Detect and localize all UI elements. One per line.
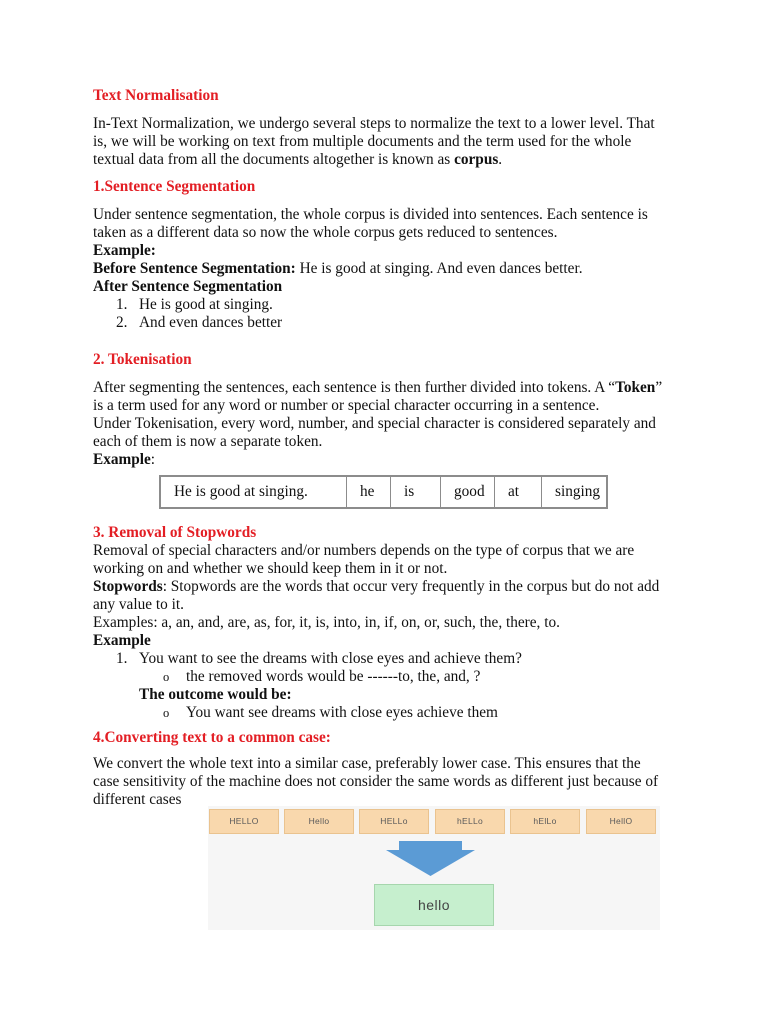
down-arrow-icon <box>386 841 475 877</box>
token-table-cell: is <box>391 477 441 507</box>
example-label <box>93 451 662 469</box>
token-table-cell: He is good at singing. <box>161 477 347 507</box>
case-variant-box <box>209 809 279 834</box>
paragraph-line: Removal of special characters and/or numbers depends on the type of corpus that we are <box>93 542 635 559</box>
paragraph-line: different cases <box>93 791 182 808</box>
paragraph-line: is a term used for any word or number or special character occurring in a sentence. <box>93 397 600 414</box>
case-conversion-figure <box>208 806 660 930</box>
sub-list-item <box>93 668 659 686</box>
paragraph-line: each of them is now a separate token. <box>93 433 323 450</box>
sentence-segmentation-body <box>93 206 648 332</box>
case-variant-label: HELLo <box>380 816 408 826</box>
stopwords-body <box>93 542 659 722</box>
case-variant-box <box>586 809 656 834</box>
after-segmentation-label: After Sentence Segmentation <box>93 278 283 295</box>
case-variant-label: hELLo <box>456 816 484 826</box>
list-number: 1. <box>116 650 128 667</box>
after-segmentation-line <box>93 278 648 296</box>
tokenisation-heading-block <box>93 351 192 369</box>
case-variant-label: HellO <box>609 816 633 826</box>
case-variant-label: hElLo <box>533 816 557 826</box>
token-table-cell: singing <box>555 483 601 500</box>
sentence-segmentation-heading-block <box>93 178 255 196</box>
tokenisation-body <box>93 379 662 469</box>
stopwords-definition-text: : Stopwords are the words that occur very frequently in the corpus but do not add <box>162 578 660 595</box>
closing-quote: ” <box>655 379 663 396</box>
example-colon: : <box>150 451 156 468</box>
list-item <box>93 296 648 314</box>
token-term: Token <box>615 379 656 396</box>
stopwords-term: Stopwords <box>93 578 163 595</box>
list-number: 2. <box>116 314 128 331</box>
bullet-icon: o <box>163 706 170 720</box>
token-table-cell: at <box>495 477 542 507</box>
lowercase-result-box <box>374 884 494 926</box>
example-label <box>93 632 659 650</box>
list-number: 1. <box>116 296 128 313</box>
intro-line <box>93 151 655 169</box>
paragraph-line: taken as a different data so now the whole corpus gets reduced to sentences. <box>93 224 558 241</box>
list-item-text: You want to see the dreams with close eyes and achieve them? <box>139 650 522 667</box>
intro-line: In-Text Normalization, we undergo several steps to normalize the text to a lower level. That <box>93 115 655 132</box>
paragraph-line: case sensitivity of the machine does not consider the same words as different just because of <box>93 773 659 790</box>
before-segmentation-line <box>93 260 648 278</box>
tokenisation-heading: 2. Tokenisation <box>93 351 192 368</box>
example-label <box>93 242 648 260</box>
paragraph-line <box>93 379 662 397</box>
case-variant-label: HELLO <box>229 816 259 826</box>
outcome-label-line <box>93 686 659 704</box>
corpus-term: corpus <box>454 151 499 168</box>
sub-list-item-text: the removed words would be ------to, the, and, ? <box>186 668 481 685</box>
paragraph-line: Under sentence segmentation, the whole corpus is divided into sentences. Each sentence is <box>93 206 648 223</box>
common-case-heading: 4.Converting text to a common case: <box>93 729 331 746</box>
before-segmentation-label: Before Sentence Segmentation: <box>93 260 296 277</box>
before-segmentation-text: He is good at singing. And even dances better. <box>295 260 583 277</box>
list-item <box>93 314 648 332</box>
token-table-cell: he <box>347 477 391 507</box>
intro-line-end: . <box>498 151 503 168</box>
list-item-text: He is good at singing. <box>139 296 273 313</box>
case-variant-box <box>284 809 354 834</box>
list-item-text: And even dances better <box>139 314 283 331</box>
title-block <box>93 87 219 105</box>
token-table-cell: good <box>441 477 495 507</box>
example-label-text: Example <box>93 632 151 649</box>
lowercase-result-label: hello <box>417 897 451 913</box>
paragraph-line: any value to it. <box>93 596 184 613</box>
stopwords-definition-line <box>93 578 659 596</box>
paragraph-line: Under Tokenisation, every word, number, and special character is considered separately and <box>93 415 656 432</box>
document-title: Text Normalisation <box>93 87 219 104</box>
paragraph-line-text: After segmenting the sentences, each sentence is then further divided into tokens. A “ <box>93 379 616 396</box>
example-label-text: Example: <box>93 242 156 259</box>
token-table <box>159 475 608 509</box>
common-case-heading-block <box>93 729 331 747</box>
sub-list-item <box>93 704 659 722</box>
case-variant-label: Hello <box>308 816 330 826</box>
intro-line-text: textual data from all the documents altogether is known as <box>93 151 455 168</box>
stopwords-heading: 3. Removal of Stopwords <box>93 524 257 541</box>
example-label-text: Example <box>93 451 151 468</box>
paragraph-line: working on and whether we should keep them in it or not. <box>93 560 448 577</box>
outcome-label: The outcome would be: <box>139 686 292 703</box>
paragraph-line: We convert the whole text into a similar case, preferably lower case. This ensures that the <box>93 755 641 772</box>
case-variant-box <box>359 809 429 834</box>
bullet-icon: o <box>163 670 170 684</box>
stopwords-examples-line: Examples: a, an, and, are, as, for, it, is, into, in, if, on, or, such, the, there, to. <box>93 614 560 631</box>
list-item <box>93 650 659 668</box>
intro-paragraph <box>93 115 655 169</box>
intro-line: is, we will be working on text from multiple documents and the term used for the whole <box>93 133 632 150</box>
stopwords-heading-block <box>93 524 256 542</box>
common-case-body <box>93 755 658 809</box>
sub-list-item-text: You want see dreams with close eyes achieve them <box>186 704 498 721</box>
case-variant-box <box>435 809 505 834</box>
case-variant-box <box>510 809 580 834</box>
sentence-segmentation-heading: 1.Sentence Segmentation <box>93 178 256 195</box>
